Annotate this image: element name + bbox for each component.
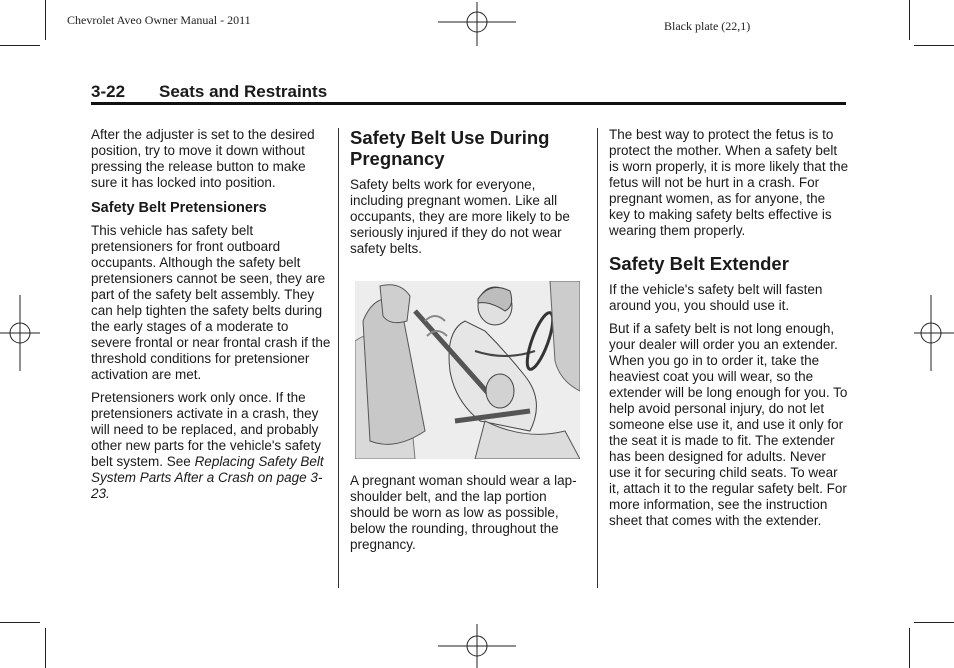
running-header — [91, 82, 846, 102]
crop-mark — [45, 628, 46, 668]
crop-mark — [909, 0, 910, 40]
paragraph — [91, 390, 331, 502]
column-divider — [597, 128, 598, 588]
figure-caption — [350, 473, 580, 560]
section-heading: Safety Belt Use During Pregnancy — [350, 127, 550, 169]
section-title: Seats and Restraints — [159, 82, 328, 101]
header-rule — [91, 102, 846, 105]
paragraph: This vehicle has safety belt pretensioners for front outboard occupants. Although the safety belt pretensioners cannot be seen, they are part of the safety belt assembly. They can help tighten the safety belts during the early stages of a moderate to severe frontal or near frontal crash if the threshold conditions for pretensioner activation are met. — [91, 223, 331, 382]
section-heading: Safety Belt Extender — [609, 253, 789, 274]
cross-reference-link[interactable]: Replacing Safety Belt System Parts After a Crash on page 3-23. — [91, 454, 324, 501]
registration-mark-icon — [438, 624, 516, 668]
plate-title: Chevrolet Aveo Owner Manual - 2011 — [67, 13, 251, 27]
paragraph: After the adjuster is set to the desired position, try to move it down without pressing the release button to make sure it has locked into position. — [91, 127, 315, 190]
registration-mark-icon — [438, 2, 516, 46]
crop-mark — [914, 45, 954, 46]
paragraph: Safety belts work for everyone, including pregnant women. Like all occupants, they are more likely to be seriously injured if they do not wear safety belts. — [350, 177, 570, 256]
paragraph-text: Pretensioners work only once. If the pretensioners activate in a crash, they will need to be replaced, and probably other new parts for the vehicle's safety belt system. See — [91, 390, 321, 469]
page-number: 3-22 — [91, 82, 126, 101]
column-divider — [338, 128, 339, 588]
pregnant-woman-seatbelt-illustration — [355, 281, 580, 459]
crop-mark — [909, 628, 910, 668]
column-2 — [350, 127, 586, 264]
paragraph: If the vehicle's safety belt will fasten around you, you should use it. — [609, 282, 823, 313]
plate-number: Black plate (22,1) — [664, 19, 751, 33]
crop-mark — [914, 622, 954, 623]
registration-mark-icon — [914, 295, 954, 371]
column-1 — [91, 127, 331, 509]
subheading: Safety Belt Pretensioners — [91, 200, 267, 216]
paragraph: But if a safety belt is not long enough, your dealer will order you an extender. When you go in to order it, take the heaviest coat you will wear, so the extender will be long enough for you. To help avoid personal injury, do not let someone else use it, and use it only for the seat it is made to fit. The extender has been designed for adults. Never use it for securing child seats. To wear it, attach it to the regular safety belt. For more information, see the instruction sheet that comes with the extender. — [609, 321, 848, 528]
caption-text: A pregnant woman should wear a lap-shoulder belt, and the lap portion should be worn as low as possible, below the rounding, throughout the pregnancy. — [350, 473, 577, 552]
registration-mark-icon — [0, 295, 40, 371]
crop-mark — [0, 45, 40, 46]
column-3 — [609, 127, 849, 536]
crop-mark — [0, 622, 40, 623]
paragraph: The best way to protect the fetus is to protect the mother. When a safety belt is worn properly, it is more likely that the fetus will not be hurt in a crash. For pregnant women, as for anyone, the key to making safety belts effective is wearing them properly. — [609, 127, 849, 238]
crop-mark — [45, 0, 46, 40]
